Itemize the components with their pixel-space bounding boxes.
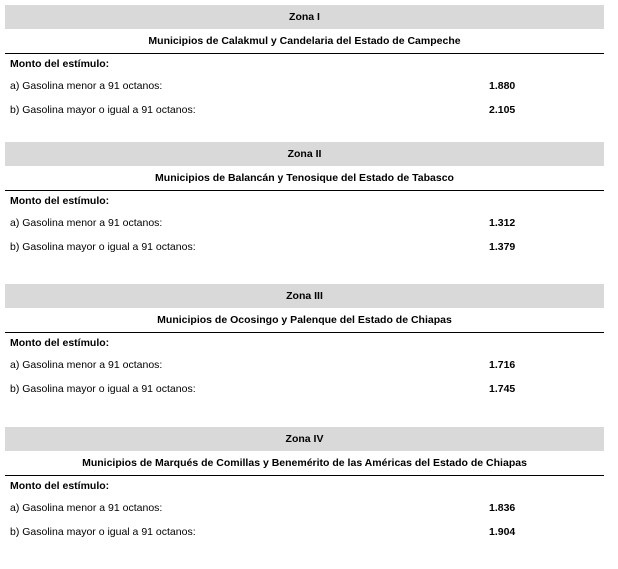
table-row [5,520,604,544]
table-row [5,353,604,377]
zone-3 [5,284,604,401]
row-value: 2.105 [489,104,516,116]
row-value: 1.379 [489,241,516,253]
row-label: b) Gasolina mayor o igual a 91 octanos: [10,383,196,395]
row-label: b) Gasolina mayor o igual a 91 octanos: [10,104,196,116]
row-value: 1.836 [489,502,516,514]
zone-subtitle: Municipios de Balancán y Tenosique del Estado de Tabasco [5,166,604,191]
table-row [5,496,604,520]
stimulus-header: Monto del estímulo: [10,337,110,349]
row-value: 1.904 [489,526,516,538]
row-value: 1.716 [489,359,516,371]
zone-subtitle: Municipios de Calakmul y Candelaria del Estado de Campeche [5,29,604,54]
row-label: b) Gasolina mayor o igual a 91 octanos: [10,241,196,253]
table-row [5,211,604,235]
row-label: a) Gasolina menor a 91 octanos: [10,217,163,229]
row-value: 1.880 [489,80,516,92]
row-value: 1.312 [489,217,516,229]
stimulus-header: Monto del estímulo: [10,195,110,207]
table-row [5,235,604,259]
row-label: a) Gasolina menor a 91 octanos: [10,359,163,371]
zone-subtitle: Municipios de Ocosingo y Palenque del Estado de Chiapas [5,308,604,333]
row-label: b) Gasolina mayor o igual a 91 octanos: [10,526,196,538]
zone-2 [5,142,604,259]
table-row [5,377,604,401]
zone-4 [5,427,604,544]
zone-subtitle: Municipios de Marqués de Comillas y Benemérito de las Américas del Estado de Chiapas [5,451,604,476]
stimulus-header: Monto del estímulo: [10,480,110,492]
stimulus-header: Monto del estímulo: [10,58,110,70]
row-label: a) Gasolina menor a 91 octanos: [10,502,163,514]
table-row [5,74,604,98]
zone-1 [5,5,604,122]
zone-title: Zona I [5,5,604,29]
zone-title: Zona II [5,142,604,166]
table-row [5,98,604,122]
row-label: a) Gasolina menor a 91 octanos: [10,80,163,92]
zone-title: Zona IV [5,427,604,451]
zone-title: Zona III [5,284,604,308]
row-value: 1.745 [489,383,516,395]
